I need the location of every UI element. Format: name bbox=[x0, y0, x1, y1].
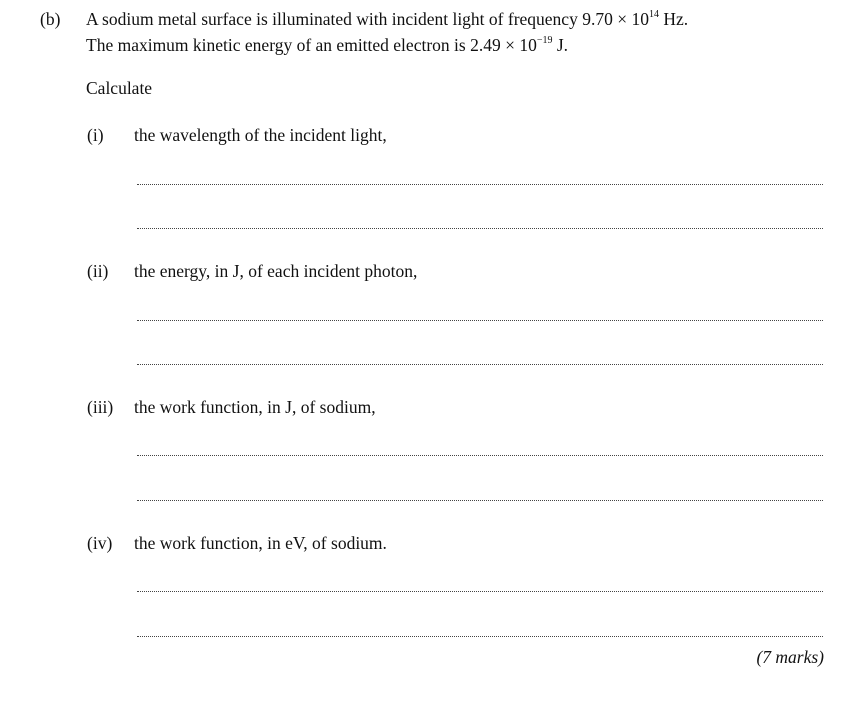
question-number-i: (i) bbox=[87, 125, 104, 145]
frequency-exponent: 14 bbox=[648, 9, 659, 21]
answer-line-iii-1[interactable] bbox=[137, 455, 823, 456]
answer-line-i-2[interactable] bbox=[137, 228, 823, 229]
answer-line-ii-2[interactable] bbox=[137, 364, 823, 365]
intro-line-frequency bbox=[86, 11, 688, 29]
frequency-unit: Hz. bbox=[658, 9, 689, 29]
kinetic-energy-exponent: −19 bbox=[536, 35, 553, 47]
part-label: (b) bbox=[40, 9, 61, 29]
question-text-iv: the work function, in eV, of sodium. bbox=[134, 533, 387, 553]
answer-line-iv-2[interactable] bbox=[137, 636, 823, 637]
question-text-iii: the work function, in J, of sodium, bbox=[134, 397, 376, 417]
question-text-i: the wavelength of the incident light, bbox=[134, 125, 387, 145]
marks-label: (7 marks) bbox=[756, 647, 824, 667]
answer-line-i-1[interactable] bbox=[137, 184, 823, 185]
question-text-ii: the energy, in J, of each incident photon, bbox=[134, 261, 418, 281]
intro-line-frequency-text: A sodium metal surface is illuminated with incident light of frequency 9.70 × 10 bbox=[86, 9, 649, 29]
answer-line-ii-1[interactable] bbox=[137, 320, 823, 321]
question-number-ii: (ii) bbox=[87, 261, 109, 281]
question-number-iv: (iv) bbox=[87, 533, 113, 553]
intro-line-kinetic-energy bbox=[86, 37, 568, 55]
kinetic-energy-unit: J. bbox=[552, 35, 569, 55]
intro-line-kinetic-energy-text: The maximum kinetic energy of an emitted electron is 2.49 × 10 bbox=[86, 35, 537, 55]
question-number-iii: (iii) bbox=[87, 397, 114, 417]
answer-line-iv-1[interactable] bbox=[137, 591, 823, 592]
instruction-calculate: Calculate bbox=[86, 78, 153, 98]
answer-line-iii-2[interactable] bbox=[137, 500, 823, 501]
